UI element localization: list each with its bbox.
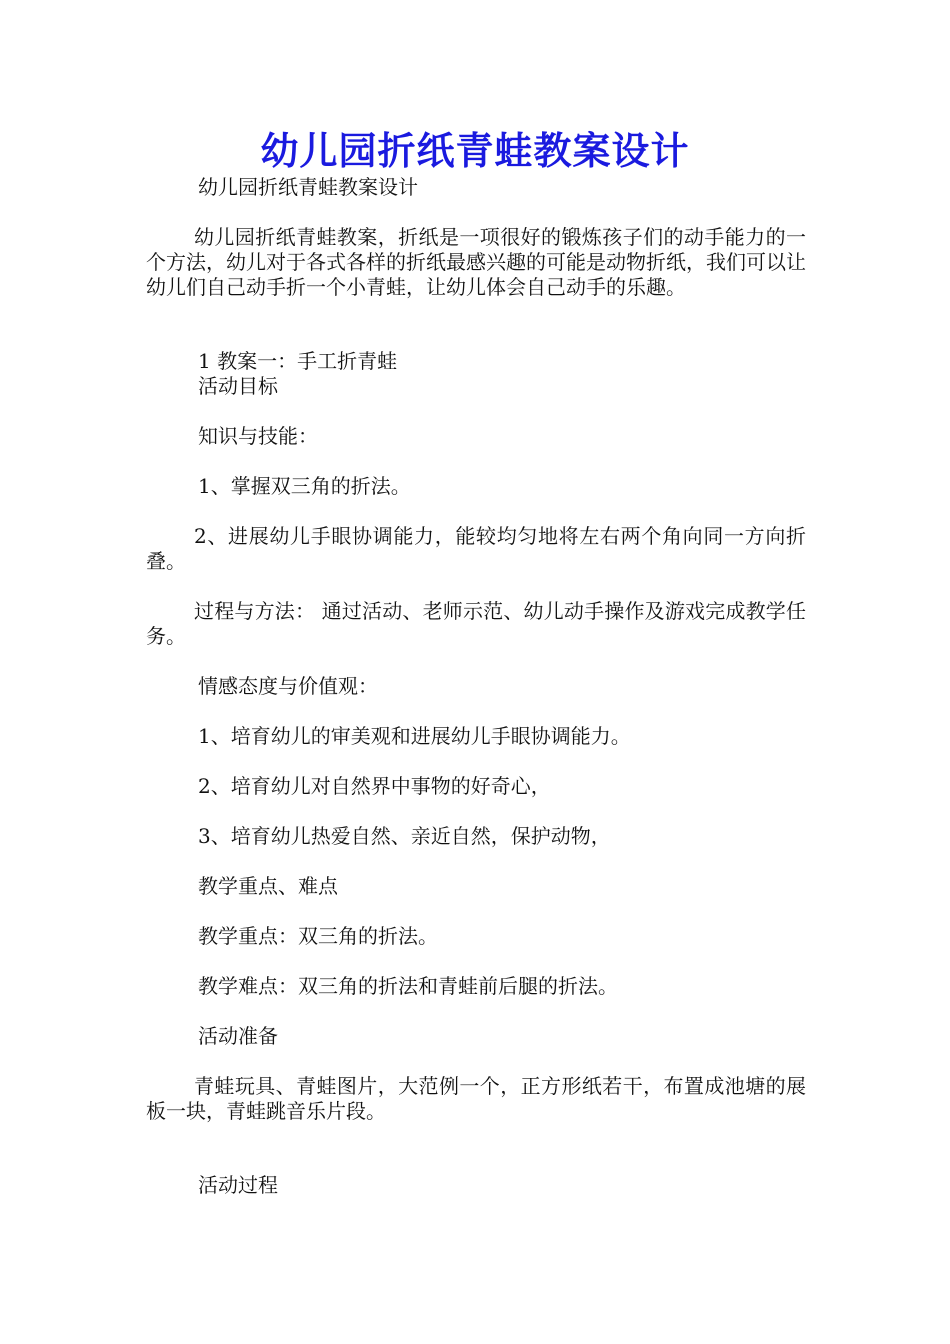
activity-process-heading: 活动过程 bbox=[198, 1173, 278, 1197]
list-item: 1、培育幼儿的审美观和进展幼儿手眼协调能力。 bbox=[198, 724, 631, 748]
section-heading: 1 教案一：手工折青蛙 bbox=[198, 349, 398, 373]
list-item: 3、培育幼儿热爱自然、亲近自然，保护动物， bbox=[198, 824, 611, 848]
list-item: 2、培育幼儿对自然界中事物的好奇心， bbox=[198, 774, 551, 798]
document-title: 幼儿园折纸青蛙教案设计 bbox=[260, 128, 690, 173]
activity-prep-paragraph: 青蛙玩具、青蛙图片，大范例一个，正方形纸若干，布置成池塘的展板一块，青蛙跳音乐片段。 bbox=[146, 1074, 806, 1123]
activity-goals-heading: 活动目标 bbox=[198, 374, 278, 398]
key-points-heading: 教学重点、难点 bbox=[198, 874, 338, 898]
intro-paragraph: 幼儿园折纸青蛙教案，折纸是一项很好的锻炼孩子们的动手能力的一个方法，幼儿对于各式各样的折纸最感兴趣的可能是动物折纸，我们可以让幼儿们自己动手折一个小青蛙，让幼儿体会自己动手的乐趣。 bbox=[146, 225, 806, 299]
list-item: 1、掌握双三角的折法。 bbox=[198, 474, 411, 498]
process-method-paragraph: 过程与方法： 通过活动、老师示范、幼儿动手操作及游戏完成教学任务。 bbox=[146, 599, 806, 648]
difficult-point: 教学难点：双三角的折法和青蛙前后腿的折法。 bbox=[198, 974, 618, 998]
knowledge-skills-heading: 知识与技能： bbox=[198, 424, 318, 448]
key-point: 教学重点：双三角的折法。 bbox=[198, 924, 438, 948]
list-item: 2、进展幼儿手眼协调能力，能较均匀地将左右两个角向同一方向折叠。 bbox=[146, 524, 806, 573]
emotion-values-heading: 情感态度与价值观： bbox=[198, 674, 378, 698]
activity-prep-heading: 活动准备 bbox=[198, 1024, 278, 1048]
subtitle: 幼儿园折纸青蛙教案设计 bbox=[198, 175, 418, 199]
